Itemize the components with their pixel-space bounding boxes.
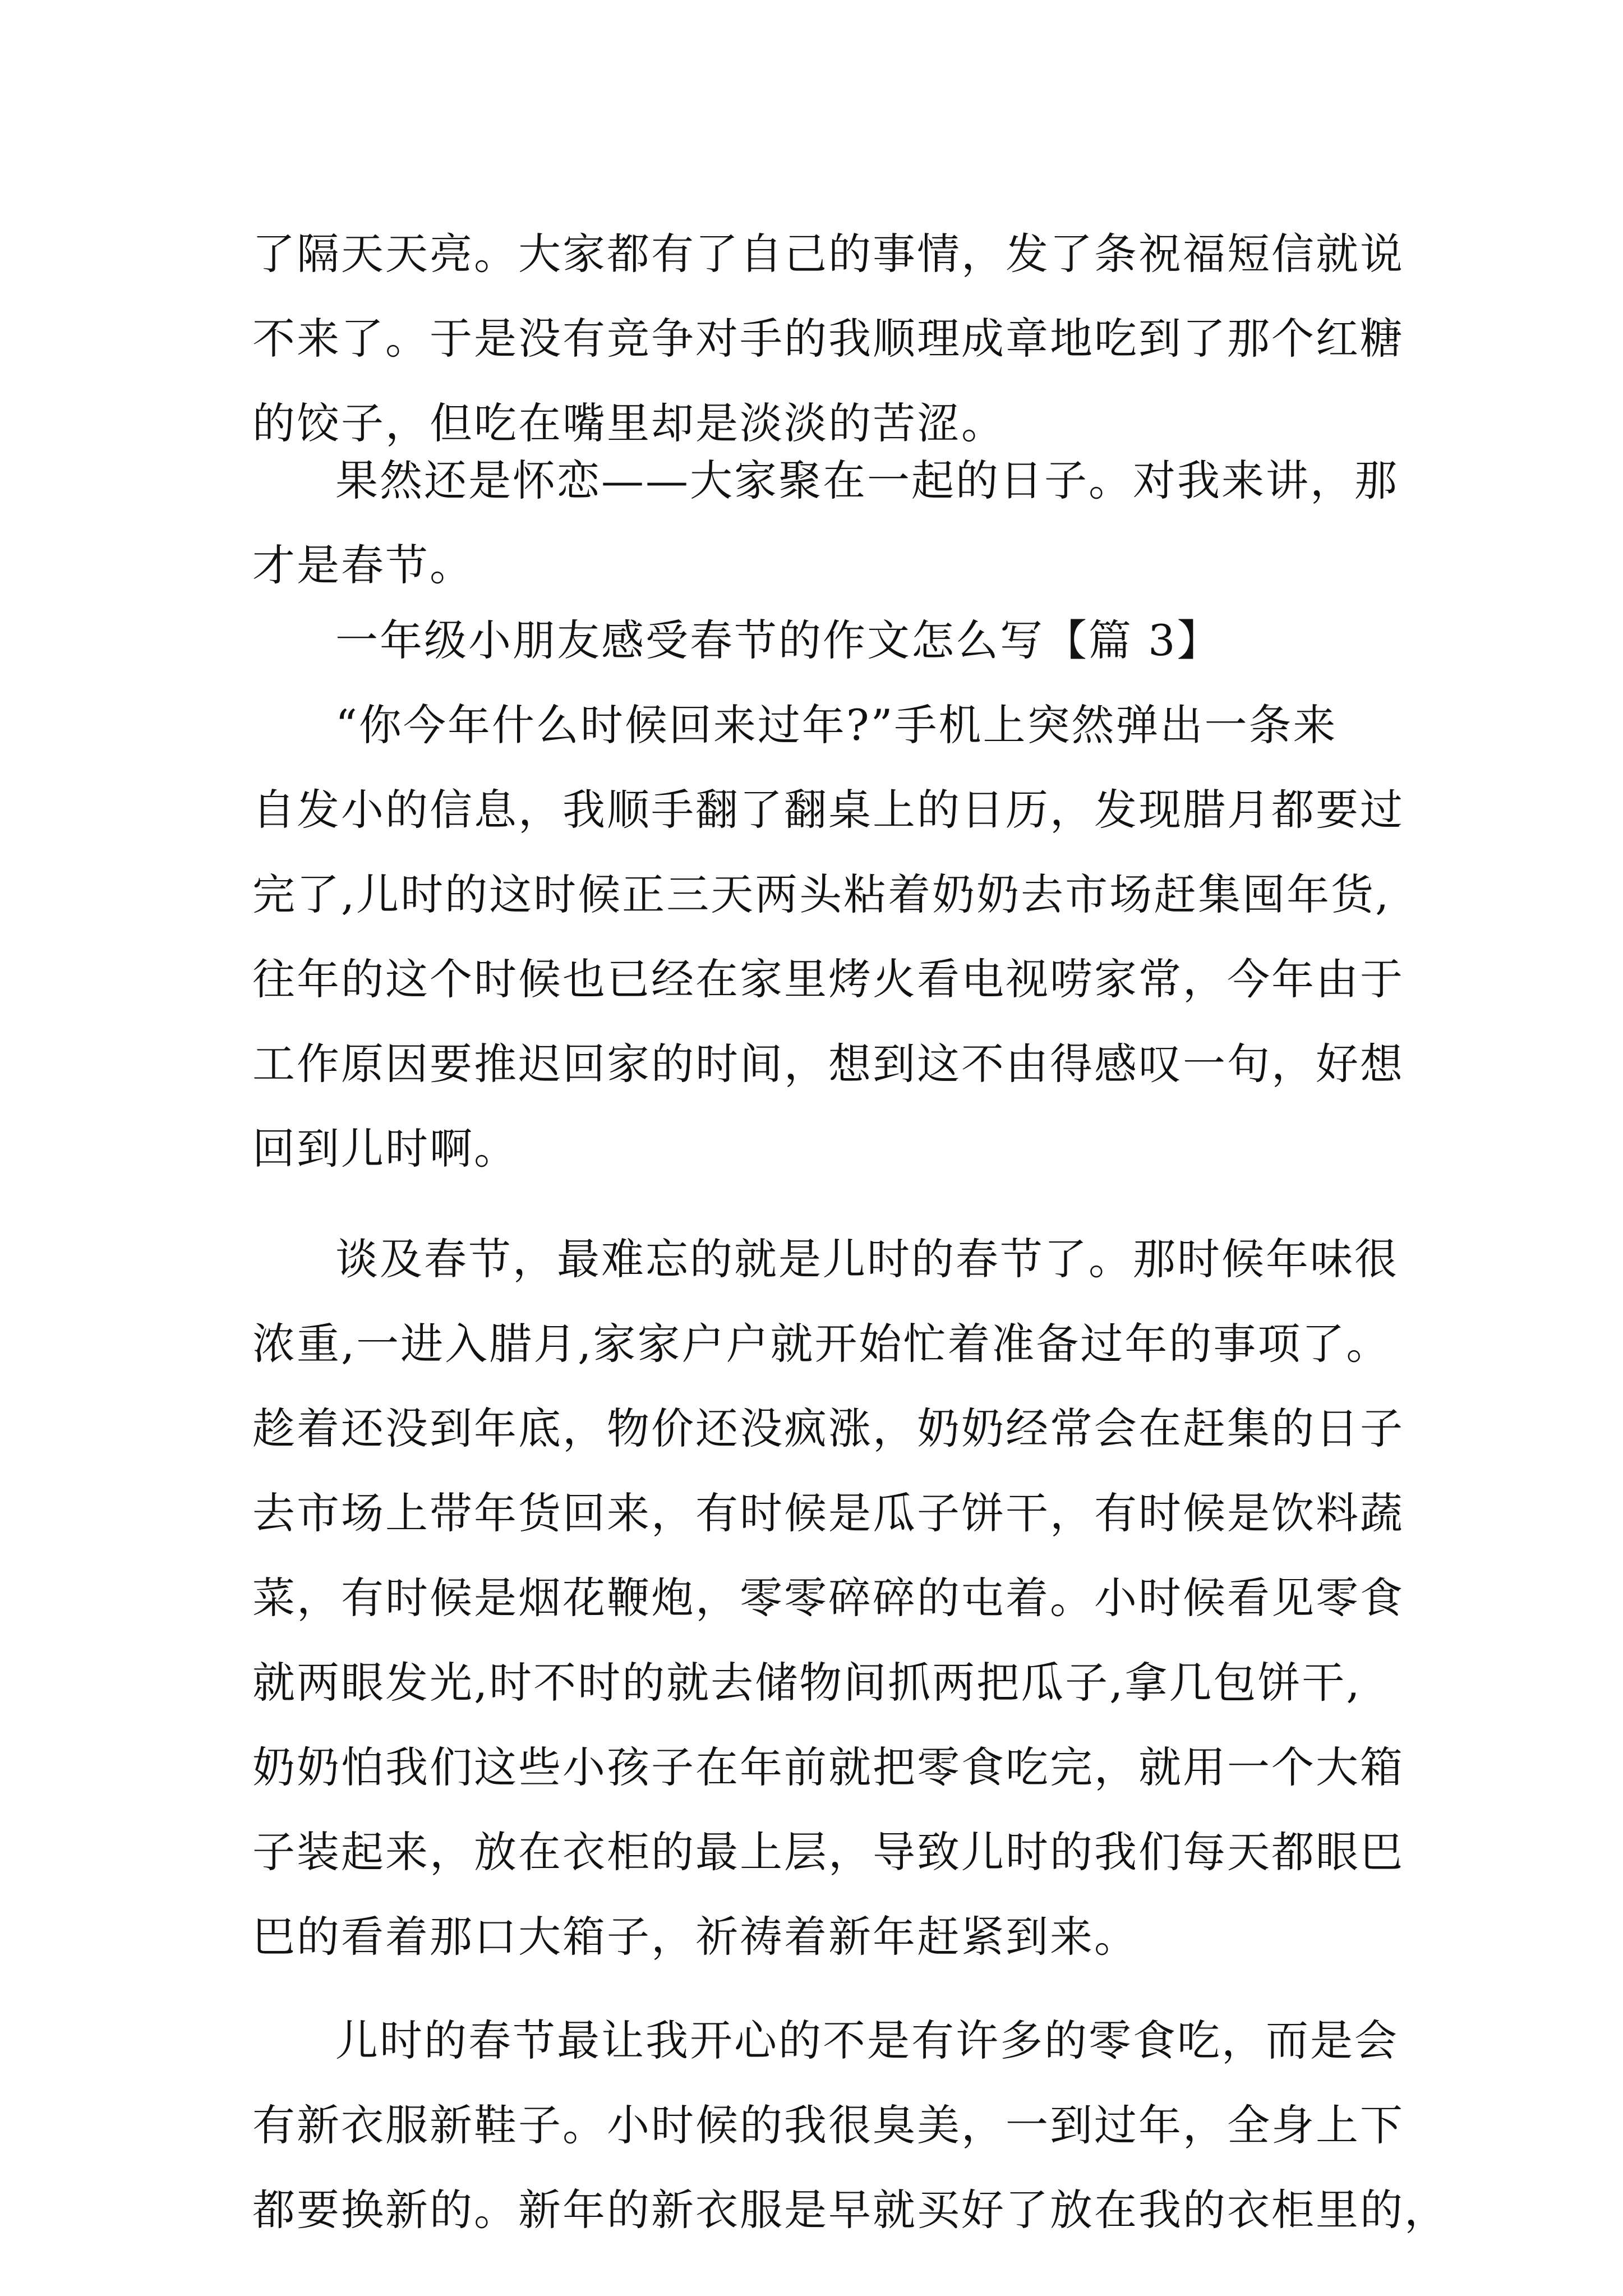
- text-line: 的饺子，但吃在嘴里却是淡淡的苦涩。: [252, 398, 1006, 448]
- text-line: 浓重,一进入腊月,家家户户就开始忙着准备过年的事项了。: [252, 1319, 1391, 1369]
- text-line: 了隔天天亮。大家都有了自己的事情，发了条祝福短信就说: [252, 229, 1404, 279]
- text-line: 就两眼发光,时不时的就去储物间抓两把瓜子,拿几包饼干,: [252, 1658, 1362, 1708]
- text-line: 儿时的春节最让我开心的不是有许多的零食吃，而是会: [335, 2016, 1399, 2065]
- text-line: 自发小的信息，我顺手翻了翻桌上的日历，发现腊月都要过: [252, 785, 1404, 835]
- text-line: 有新衣服新鞋子。小时候的我很臭美，一到过年，全身上下: [252, 2100, 1404, 2150]
- text-line: 完了,儿时的这时候正三天两头粘着奶奶去市场赶集囤年货,: [252, 869, 1391, 919]
- text-line: “你今年什么时候回来过年?”手机上突然弹出一条来: [335, 700, 1338, 750]
- text-line: 去市场上带年货回来，有时候是瓜子饼干，有时候是饮料蔬: [252, 1488, 1404, 1538]
- text-line: 趁着还没到年底，物价还没疯涨，奶奶经常会在赶集的日子: [252, 1404, 1404, 1453]
- text-line: 菜，有时候是烟花鞭炮，零零碎碎的屯着。小时候看见零食: [252, 1573, 1404, 1623]
- text-line: 子装起来，放在衣柜的最上层，导致儿时的我们每天都眼巴: [252, 1827, 1404, 1877]
- text-line: 奶奶怕我们这些小孩子在年前就把零食吃完，就用一个大箱: [252, 1742, 1404, 1792]
- section-heading: 一年级小朋友感受春节的作文怎么写【篇 3】: [335, 615, 1221, 665]
- text-line: 果然还是怀恋——大家聚在一起的日子。对我来讲，那: [335, 455, 1399, 505]
- text-line: 工作原因要推迟回家的时间，想到这不由得感叹一句，好想: [252, 1039, 1404, 1089]
- text-line: 巴的看着那口大箱子，祈祷着新年赶紧到来。: [252, 1912, 1138, 1962]
- text-line: 谈及春节，最难忘的就是儿时的春节了。那时候年味很: [335, 1234, 1399, 1284]
- text-line: 才是春节。: [252, 540, 474, 590]
- text-line: 回到儿时啊。: [252, 1124, 518, 1174]
- text-line: 往年的这个时候也已经在家里烤火看电视唠家常，今年由于: [252, 954, 1404, 1004]
- text-line: 不来了。于是没有竞争对手的我顺理成章地吃到了那个红糖: [252, 314, 1404, 364]
- text-line: 都要换新的。新年的新衣服是早就买好了放在我的衣柜里的，: [252, 2185, 1449, 2235]
